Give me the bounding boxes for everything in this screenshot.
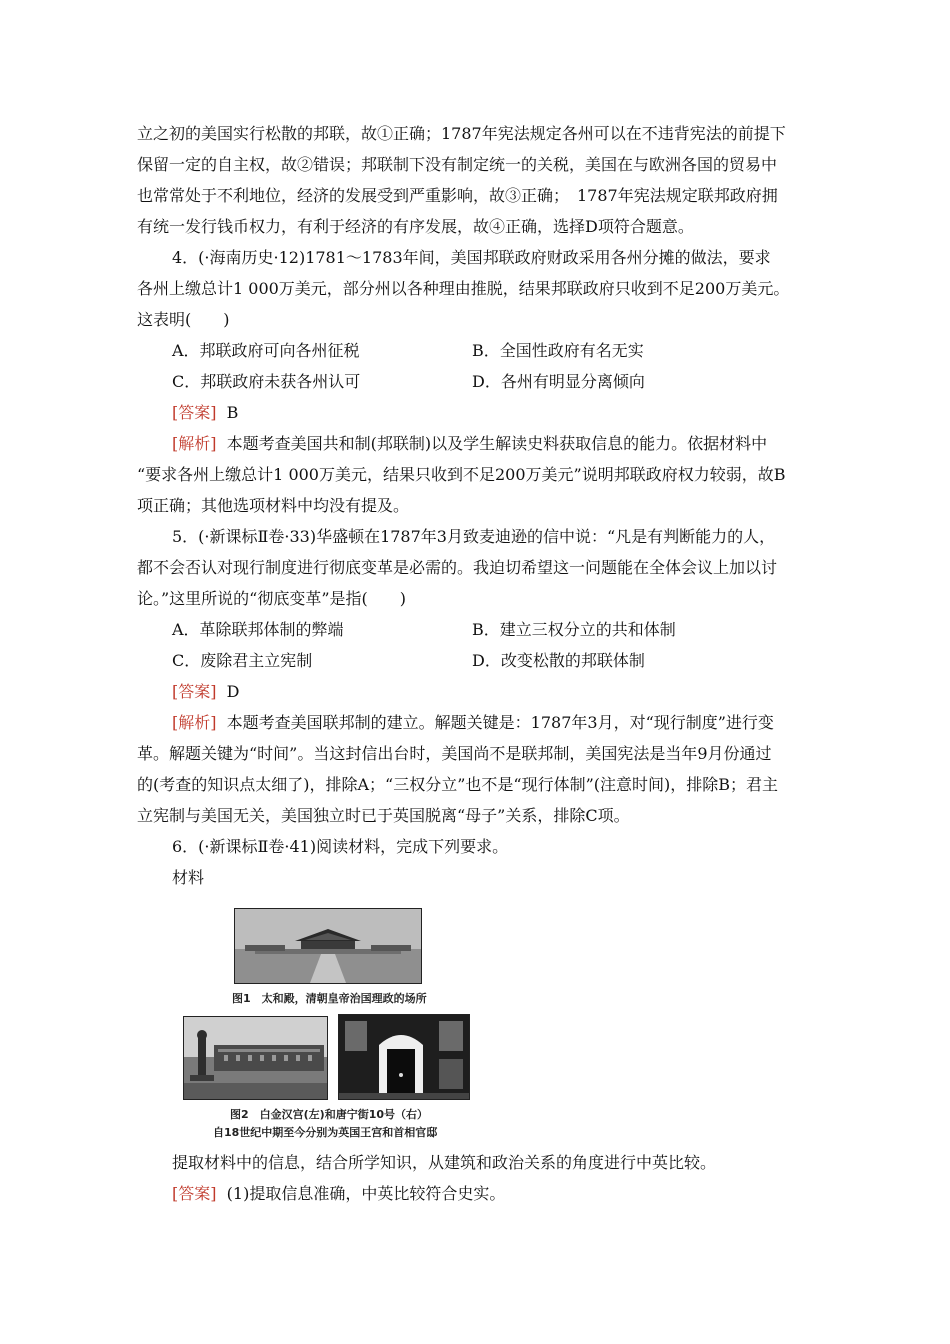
answer-tag: [答案] bbox=[172, 403, 217, 422]
question-5-option-b: B．建立三权分立的共和体制 bbox=[472, 620, 676, 639]
answer-value: (1)提取信息准确，中英比较符合史实。 bbox=[226, 1184, 506, 1203]
analysis-text: 本题考查美国联邦制的建立。解题关键是：1787年3月，对“现行制度”进行变 bbox=[226, 713, 774, 732]
question-6-stem: 6．(·新课标Ⅱ卷·41)阅读材料，完成下列要求。 bbox=[172, 837, 509, 856]
question-4-option-a: A．邦联政府可向各州征税 bbox=[172, 341, 360, 360]
question-5-answer bbox=[172, 682, 240, 702]
question-5-stem: 论。”这里所说的“彻底变革”是指( ) bbox=[137, 589, 407, 608]
question-5-analysis bbox=[172, 713, 774, 733]
question-4-option-c: C．邦联政府未获各州认可 bbox=[172, 372, 361, 391]
question-4-analysis bbox=[172, 434, 767, 454]
text-line: 保留一定的自主权，故②错误；邦联制下没有制定统一的关税，美国在与欧洲各国的贸易中 bbox=[137, 155, 778, 174]
question-5-option-c: C．废除君主立宪制 bbox=[172, 651, 313, 670]
answer-value: D bbox=[226, 682, 240, 701]
text-line: 有统一发行钱币权力，有利于经济的有序发展，故④正确，选择D项符合题意。 bbox=[137, 217, 694, 236]
answer-tag: [答案] bbox=[172, 1184, 217, 1203]
question-5-stem: 都不会否认对现行制度进行彻底变革是必需的。我迫切希望这一问题能在全体会议上加以讨 bbox=[137, 558, 778, 577]
question-6-task: 提取材料中的信息，结合所学知识，从建筑和政治关系的角度进行中英比较。 bbox=[172, 1153, 717, 1172]
question-6-answer bbox=[172, 1184, 505, 1204]
buckingham-palace-photo bbox=[183, 1016, 328, 1100]
text-line: 立宪制与美国无关，美国独立时已于英国脱离“母子”关系，排除C项。 bbox=[137, 806, 630, 825]
figure-1-caption: 图1 太和殿，清朝皇帝治国理政的场所 bbox=[232, 992, 427, 1005]
question-4-option-d: D．各州有明显分离倾向 bbox=[472, 372, 645, 391]
analysis-tag: [解析] bbox=[172, 713, 217, 732]
question-5-option-d: D．改变松散的邦联体制 bbox=[472, 651, 645, 670]
question-4-option-b: B．全国性政府有名无实 bbox=[472, 341, 644, 360]
analysis-tag: [解析] bbox=[172, 434, 217, 453]
text-line: 立之初的美国实行松散的邦联，故①正确；1787年宪法规定各州可以在不违背宪法的前提下 bbox=[137, 124, 786, 143]
question-4-stem: 这表明( ) bbox=[137, 310, 230, 329]
question-4-stem: 4．(·海南历史·12)1781～1783年间，美国邦联政府财政采用各州分摊的做法，要求 bbox=[172, 248, 771, 267]
text-line: 的(考查的知识点太细了)，排除A；“三权分立”也不是“现行体制”(注意时间)，排除B；君主 bbox=[137, 775, 779, 794]
question-5-option-a: A．革除联邦体制的弊端 bbox=[172, 620, 344, 639]
figure-2-subcaption: 自18世纪中期至今分别为英国王宫和首相官邸 bbox=[213, 1126, 438, 1139]
material-label: 材料 bbox=[172, 868, 205, 887]
figure-2-caption: 图2 白金汉宫(左)和唐宁街10号（右） bbox=[230, 1108, 429, 1121]
text-line: 项正确；其他选项材料中均没有提及。 bbox=[137, 496, 410, 515]
analysis-text: 本题考查美国共和制(邦联制)以及学生解读史料获取信息的能力。依据材料中 bbox=[226, 434, 768, 453]
text-line: “要求各州上缴总计1 000万美元，结果只收到不足200万美元”说明邦联政府权力较弱，故B bbox=[137, 465, 786, 484]
downing-street-photo bbox=[338, 1014, 470, 1100]
text-line: 革。解题关键为“时间”。当这封信出台时，美国尚不是联邦制，美国宪法是当年9月份通过 bbox=[137, 744, 772, 763]
question-4-stem: 各州上缴总计1 000万美元，部分州以各种理由推脱，结果邦联政府只收到不足200万美元。 bbox=[137, 279, 790, 298]
answer-value: B bbox=[226, 403, 239, 422]
taihe-hall-photo bbox=[234, 908, 422, 984]
question-5-stem: 5．(·新课标Ⅱ卷·33)华盛顿在1787年3月致麦迪逊的信中说：“凡是有判断能力的人， bbox=[172, 527, 776, 546]
question-4-answer bbox=[172, 403, 238, 423]
answer-tag: [答案] bbox=[172, 682, 217, 701]
text-line: 也常常处于不利地位，经济的发展受到严重影响，故③正确； 1787年宪法规定联邦政府拥 bbox=[137, 186, 778, 205]
